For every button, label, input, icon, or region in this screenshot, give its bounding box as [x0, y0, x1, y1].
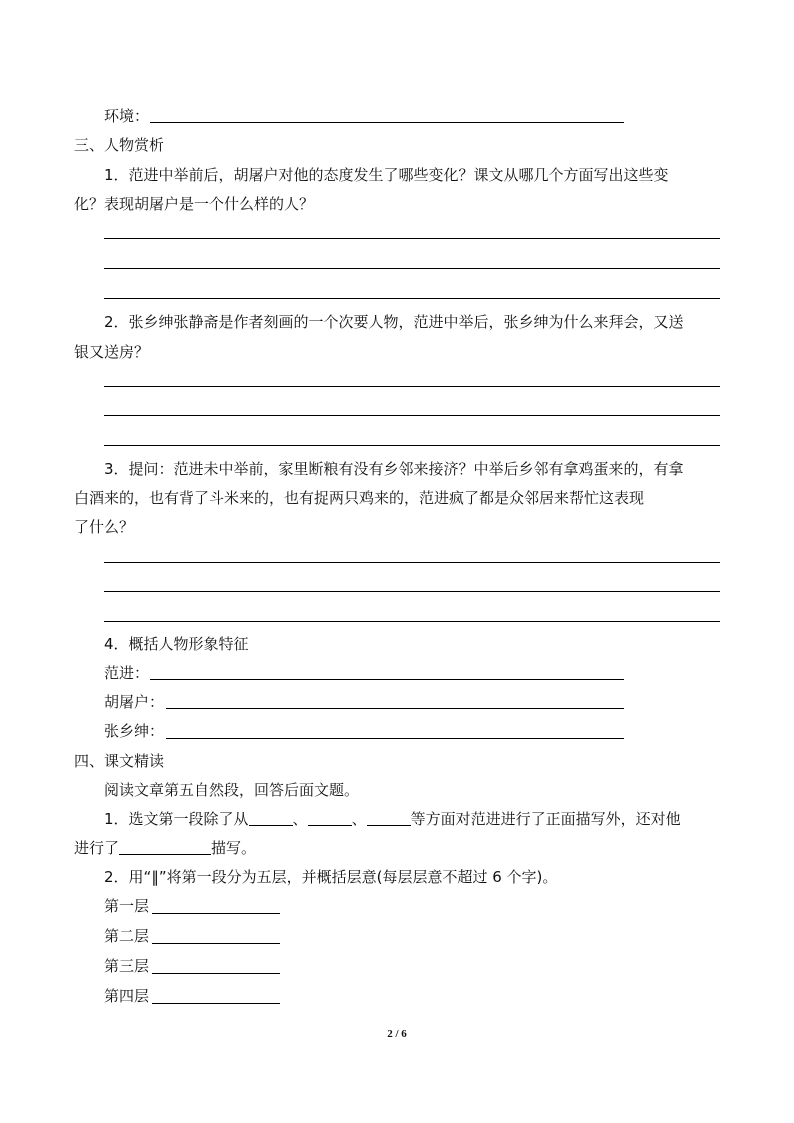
section4-intro: 阅读文章第五自然段，回答后面文题。: [104, 781, 360, 799]
q4-text: 4．概括人物形象特征: [104, 635, 249, 653]
q1-text-line2: 化？表现胡屠户是一个什么样的人？: [74, 195, 315, 213]
hutuhu-answer-line[interactable]: [166, 708, 624, 709]
s4-q1-text-b: 等方面对范进进行了正面描写外，还对他: [410, 810, 681, 828]
q1-answer-line-3[interactable]: [104, 298, 720, 299]
environment-label: 环境：: [104, 107, 150, 125]
q3-text-line2: 白酒来的，也有背了斗米来的，也有捉两只鸡来的，范进疯了都是众邻居来帮忙这表现: [74, 489, 645, 507]
layer-4-label: 第四层: [104, 987, 150, 1005]
layer-2-answer-line[interactable]: [152, 943, 280, 944]
layer-1-answer-line[interactable]: [152, 913, 280, 914]
s4-q1-text-c: 进行了: [74, 839, 120, 857]
layer-3-answer-line[interactable]: [152, 973, 280, 974]
q3-text-line3: 了什么？: [74, 518, 135, 536]
zhang-answer-line[interactable]: [166, 738, 624, 739]
fanjin-answer-line[interactable]: [150, 679, 624, 680]
page-number: 2 / 6: [387, 1028, 407, 1040]
q1-answer-line-2[interactable]: [104, 268, 720, 269]
q3-answer-line-1[interactable]: [104, 562, 720, 563]
q3-answer-line-3[interactable]: [104, 621, 720, 622]
q1-text-line1: 1．范进中举前后，胡屠户对他的态度发生了哪些变化？课文从哪几个方面写出这些变: [104, 166, 669, 184]
layer-2-label: 第二层: [104, 927, 150, 945]
hutuhu-label: 胡屠户：: [104, 693, 165, 711]
q2-answer-line-2[interactable]: [104, 415, 720, 416]
zhang-label: 张乡绅：: [104, 722, 165, 740]
q2-answer-line-3[interactable]: [104, 445, 720, 446]
s4-q1-sep-1: 、: [292, 810, 308, 828]
q3-text-line1: 3．提问：范进未中举前，家里断粮有没有乡邻来接济？中举后乡邻有拿鸡蛋来的，有拿: [104, 460, 684, 478]
s4-q1-text-d: 描写。: [211, 839, 257, 857]
environment-answer-line[interactable]: [150, 122, 624, 123]
s4-q1-blank-1[interactable]: [249, 809, 293, 826]
q1-answer-line-1[interactable]: [104, 238, 720, 239]
s4-q1-line1: [104, 809, 681, 829]
section3-heading: 三、人物赏析: [74, 136, 165, 154]
s4-q1-sep-2: 、: [351, 810, 367, 828]
layer-1-label: 第一层: [104, 897, 150, 915]
fanjin-label: 范进：: [104, 664, 150, 682]
s4-q1-line2: [74, 838, 256, 858]
layer-3-label: 第三层: [104, 957, 150, 975]
layer-4-answer-line[interactable]: [152, 1003, 280, 1004]
q3-answer-line-2[interactable]: [104, 591, 720, 592]
s4-q1-blank-3[interactable]: [367, 809, 411, 826]
s4-q1-blank-2[interactable]: [308, 809, 352, 826]
q2-text-line1: 2．张乡绅张静斋是作者刻画的一个次要人物，范进中举后，张乡绅为什么来拜会，又送: [104, 313, 684, 331]
q2-answer-line-1[interactable]: [104, 386, 720, 387]
s4-q1-text-a: 1．选文第一段除了从: [104, 810, 249, 828]
s4-q2-text: 2．用“‖”将第一段分为五层，并概括层意(每层层意不超过 6 个字)。: [104, 868, 558, 886]
s4-q1-blank-4[interactable]: [119, 838, 211, 855]
q2-text-line2: 银又送房？: [74, 343, 150, 361]
section4-heading: 四、课文精读: [74, 752, 165, 770]
